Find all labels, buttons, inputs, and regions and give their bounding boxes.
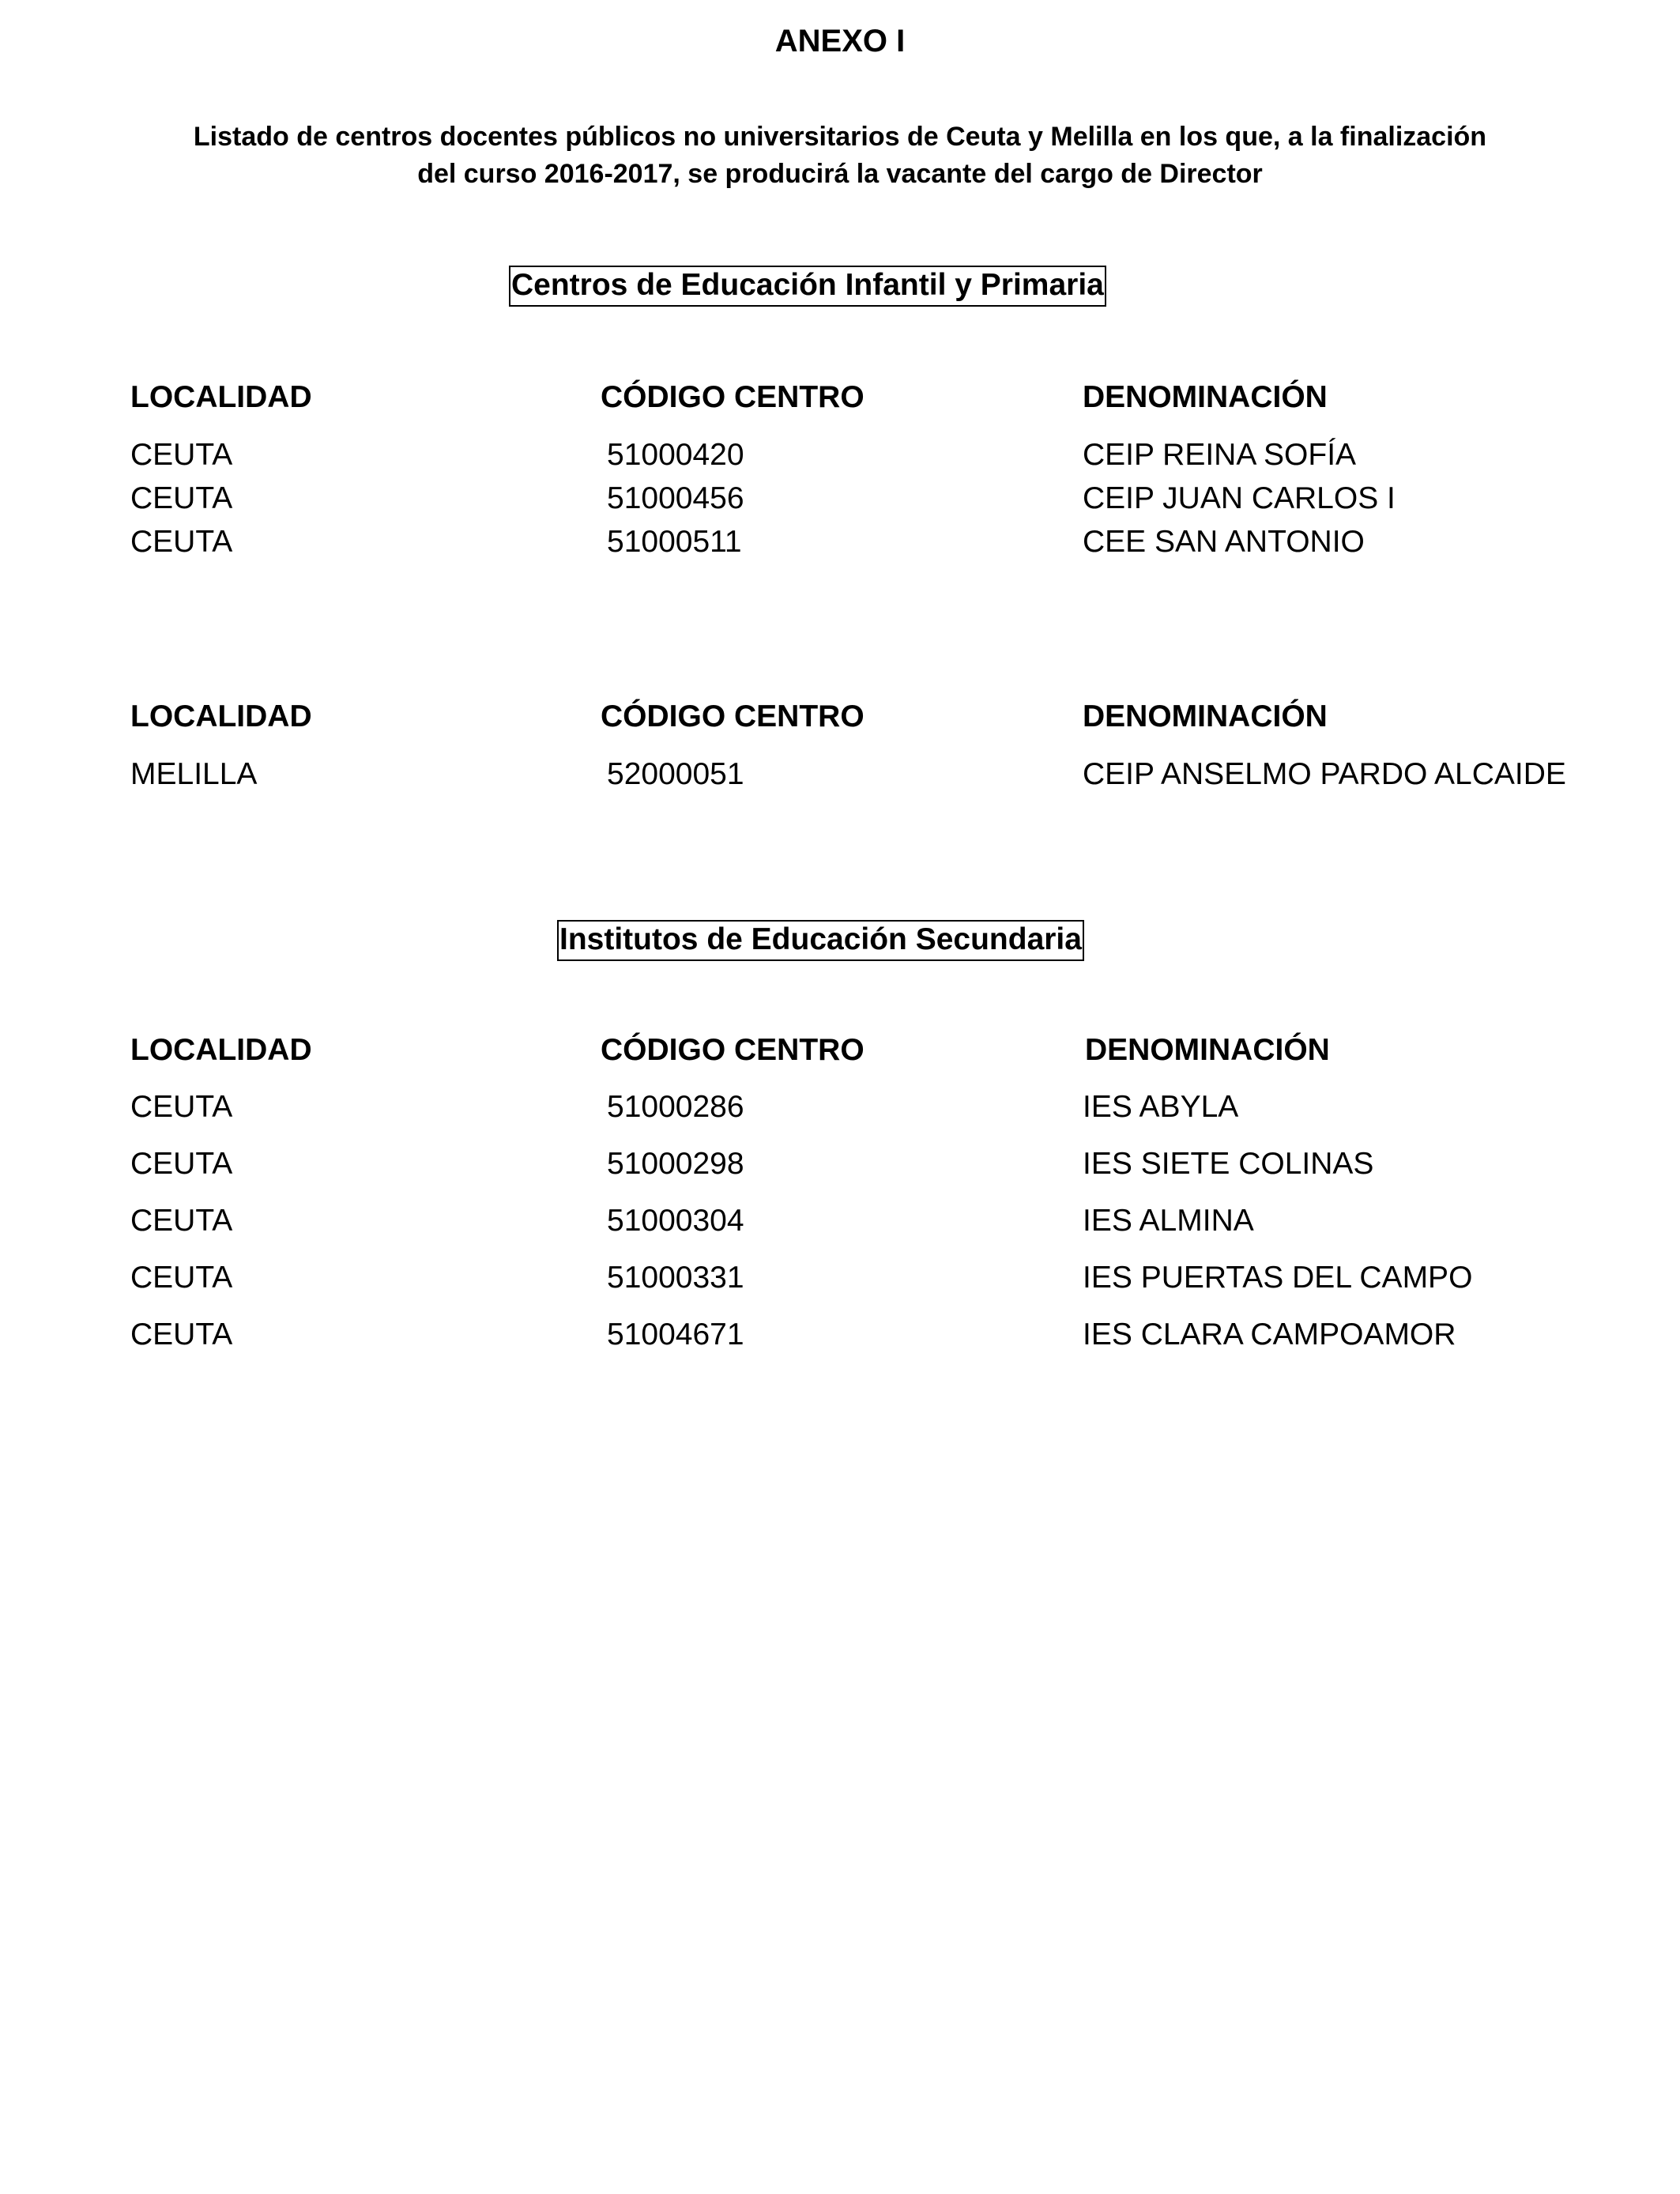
cell-locality: CEUTA [130, 525, 233, 559]
cell-code: 51004671 [607, 1318, 744, 1351]
table-row [0, 522, 1680, 562]
section-heading-secundaria: Institutos de Educación Secundaria [557, 920, 1084, 961]
cell-locality: CEUTA [130, 438, 233, 472]
cell-code: 51000331 [607, 1261, 744, 1295]
cell-locality: MELILLA [130, 757, 258, 791]
table-header-row [0, 378, 1680, 417]
table-header-row [0, 1031, 1680, 1070]
cell-locality: CEUTA [130, 1204, 233, 1238]
cell-name: IES ALMINA [1083, 1204, 1254, 1238]
table-row [0, 1315, 1680, 1355]
table-row [0, 479, 1680, 518]
table-row [0, 1258, 1680, 1298]
cell-code: 51000304 [607, 1204, 744, 1238]
cell-name: IES SIETE COLINAS [1083, 1147, 1374, 1181]
column-header-locality: LOCALIDAD [130, 699, 312, 733]
table-row [0, 755, 1680, 794]
cell-locality: CEUTA [130, 1261, 233, 1295]
cell-name: CEIP ANSELMO PARDO ALCAIDE [1083, 757, 1566, 791]
column-header-name: DENOMINACIÓN [1083, 380, 1328, 414]
table-row [0, 1201, 1680, 1241]
column-header-locality: LOCALIDAD [130, 1033, 312, 1067]
cell-locality: CEUTA [130, 1090, 233, 1124]
column-header-locality: LOCALIDAD [130, 380, 312, 414]
column-header-name: DENOMINACIÓN [1085, 1033, 1330, 1067]
cell-code: 51000456 [607, 481, 744, 515]
cell-name: CEIP JUAN CARLOS I [1083, 481, 1396, 515]
cell-code: 51000286 [607, 1090, 744, 1124]
cell-name: IES CLARA CAMPOAMOR [1083, 1318, 1456, 1351]
column-header-name: DENOMINACIÓN [1083, 699, 1328, 733]
cell-name: CEE SAN ANTONIO [1083, 525, 1365, 559]
cell-locality: CEUTA [130, 1147, 233, 1181]
column-header-code: CÓDIGO CENTRO [601, 699, 864, 733]
annex-subtitle-line-1: Listado de centros docentes públicos no universitarios de Ceuta y Melilla en los que, a la finalización [193, 122, 1487, 152]
table-row [0, 435, 1680, 475]
cell-code: 51000298 [607, 1147, 744, 1181]
annex-subtitle [0, 119, 1680, 193]
table-header-row [0, 697, 1680, 737]
cell-code: 51000511 [607, 525, 742, 559]
cell-code: 51000420 [607, 438, 744, 472]
cell-name: CEIP REINA SOFÍA [1083, 438, 1357, 472]
cell-name: IES PUERTAS DEL CAMPO [1083, 1261, 1473, 1295]
table-row [0, 1144, 1680, 1184]
cell-name: IES ABYLA [1083, 1090, 1239, 1124]
section-heading-primaria: Centros de Educación Infantil y Primaria [509, 266, 1106, 307]
column-header-code: CÓDIGO CENTRO [601, 1033, 864, 1067]
column-header-code: CÓDIGO CENTRO [601, 380, 864, 414]
cell-code: 52000051 [607, 757, 744, 791]
cell-locality: CEUTA [130, 1318, 233, 1351]
table-row [0, 1088, 1680, 1127]
annex-subtitle-line-2: del curso 2016-2017, se producirá la vacante del cargo de Director [417, 159, 1263, 189]
annex-title: ANEXO I [774, 24, 906, 58]
cell-locality: CEUTA [130, 481, 233, 515]
